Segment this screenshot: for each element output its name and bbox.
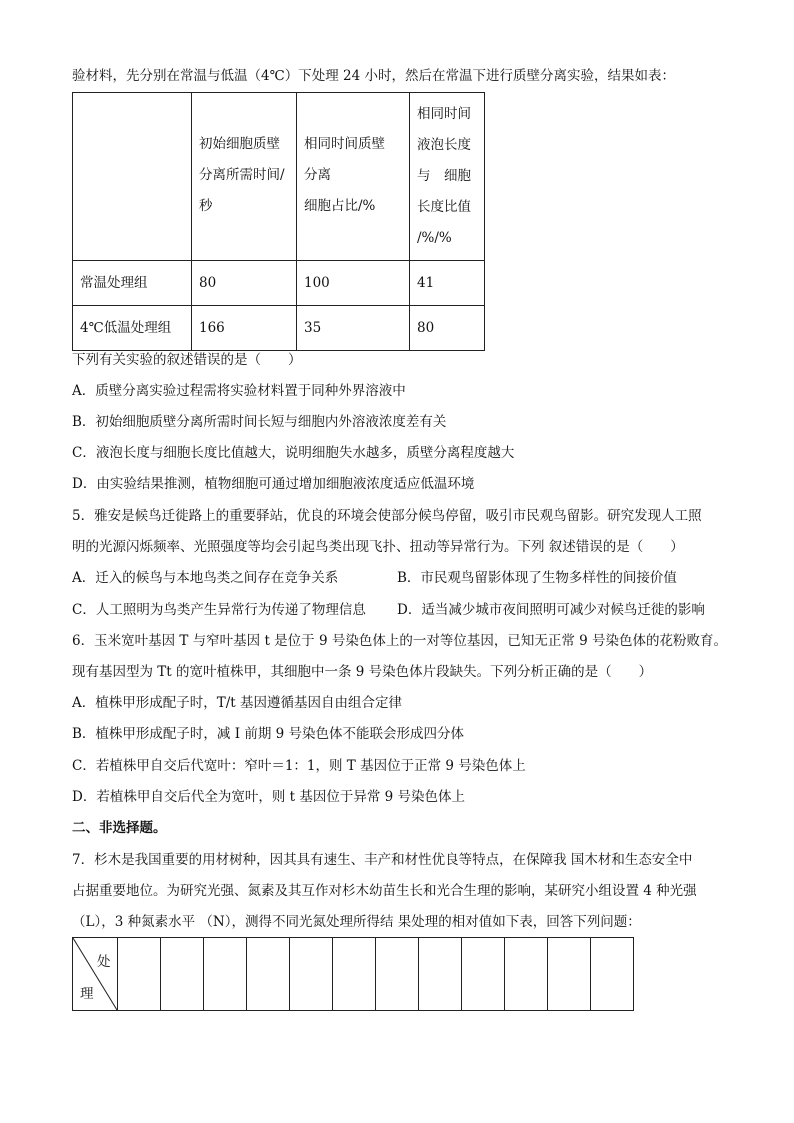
q7-line-3: （L），3 种氮素水平 （N），测得不同光氮处理所得结 果处理的相对值如下表，回答下列问题： [72,914,641,930]
table-header-empty [73,93,192,261]
section-heading: 二、非选择题。 [72,820,167,836]
diagonal-top-label: 处 [97,954,111,970]
q7-line-2: 占据重要地位。为研究光强、氮素及其互作对杉木幼苗生长和光合生理的影响，某研究小组设置 4 种光强 [72,883,697,899]
cell-value: 35 [304,320,322,336]
q4-option-d: D．由实验结果推测，植物细胞可通过增加细胞液浓度适应低温环境 [72,476,475,492]
table-cell [505,938,548,1011]
header-line: 液泡长度 [417,137,471,153]
header-line: 相同时间 [417,106,471,122]
header-line: 与 细胞 [417,168,471,184]
table-cell [297,261,410,306]
table-cell [73,261,192,306]
table-header-row [73,93,485,261]
table-row [73,306,485,351]
cell-value: 80 [417,320,435,336]
table-cell [333,938,376,1011]
q6-line-1: 6．玉米宽叶基因 T 与窄叶基因 t 是位于 9 号染色体上的一对等位基因，已知无正常 9 号染色体的花粉败育。 [72,633,728,649]
q4-stem: 下列有关实验的叙述错误的是（ ） [72,352,302,368]
header-line: 秒 [199,198,213,214]
q4-option-a: A．质壁分离实验过程需将实验材料置于同种外界溶液中 [72,383,406,399]
q7-line-1: 7．杉木是我国重要的用材树种，因其具有速生、丰产和材性优良等特点，在保障我 国木材和生态安全中 [72,852,693,868]
q5-option-c: C．人工照明为鸟类产生异常行为传递了物理信息 [72,602,366,618]
header-line: 分离所需时间/ [199,167,285,183]
table-cell [591,938,634,1011]
q5-line-2: 明的光源闪烁频率、光照强度等均会引起鸟类出现飞扑、扭动等异常行为。下列 叙述错误的是（ ） [72,539,684,555]
table-row [73,261,485,306]
table-row [73,938,634,1011]
results-table [72,92,485,351]
table-cell [419,938,462,1011]
cell-value: 166 [199,320,225,336]
header-line: 细胞占比/% [304,198,376,214]
header-line: 初始细胞质壁 [199,136,280,152]
diagonal-header-cell [73,938,118,1011]
q5-option-b: B．市民观鸟留影体现了生物多样性的间接价值 [397,570,677,586]
table-cell [118,938,161,1011]
header-line: 分离 [304,167,331,183]
q5-option-d: D．适当减少城市夜间照明可减少对候鸟迁徙的影响 [397,602,705,618]
table-header-col-1 [192,93,297,261]
q4-option-c: C．液泡长度与细胞长度比值越大，说明细胞失水越多，质壁分离程度越大 [72,445,515,461]
table-cell [410,261,485,306]
cell-value: 41 [417,275,435,291]
cell-value: 100 [304,275,330,291]
table-header-col-2 [297,93,410,261]
header-line: /%/% [417,230,452,246]
table-cell [73,306,192,351]
table-header-col-3 [410,93,485,261]
table-cell [161,938,204,1011]
table-cell [376,938,419,1011]
treatment-table [72,937,634,1011]
header-line: 相同时间质壁 [304,136,385,152]
table-cell [462,938,505,1011]
cell-value: 80 [199,275,217,291]
header-line: 长度比值 [417,199,471,215]
intro-line: 验材料，先分别在常温与低温（4℃）下处理 24 小时，然后在常温下进行质壁分离实验，结果如表： [72,68,675,84]
q6-line-2: 现有基因型为 Tt 的宽叶植株甲，其细胞中一条 9 号染色体片段缺失。下列分析正确的是（ ） [72,664,653,680]
table-cell [297,306,410,351]
table-cell [204,938,247,1011]
table-cell [290,938,333,1011]
diagonal-bottom-label: 理 [80,986,94,1002]
row-label: 4℃低温处理组 [80,320,172,336]
q6-option-d: D．若植株甲自交后代全为宽叶，则 t 基因位于异常 9 号染色体上 [72,789,466,805]
q6-option-a: A．植株甲形成配子时，T/t 基因遵循基因自由组合定律 [72,695,403,711]
q6-option-c: C．若植株甲自交后代宽叶：窄叶＝1：1，则 T 基因位于正常 9 号染色体上 [72,758,526,774]
row-label: 常温处理组 [80,275,148,291]
table-cell [247,938,290,1011]
q6-option-b: B．植株甲形成配子时，减 I 前期 9 号染色体不能联会形成四分体 [72,726,465,742]
q4-option-b: B．初始细胞质壁分离所需时间长短与细胞内外溶液浓度差有关 [72,414,447,430]
table-cell [548,938,591,1011]
table-cell [192,306,297,351]
diagonal-header [73,938,117,1010]
table-cell [192,261,297,306]
q5-option-a: A．迁入的候鸟与本地鸟类之间存在竞争关系 [72,570,339,586]
q5-line-1: 5．雅安是候鸟迁徙路上的重要驿站，优良的环境会使部分候鸟停留，吸引市民观鸟留影。研究发现人工照 [72,508,702,524]
table-cell [410,306,485,351]
